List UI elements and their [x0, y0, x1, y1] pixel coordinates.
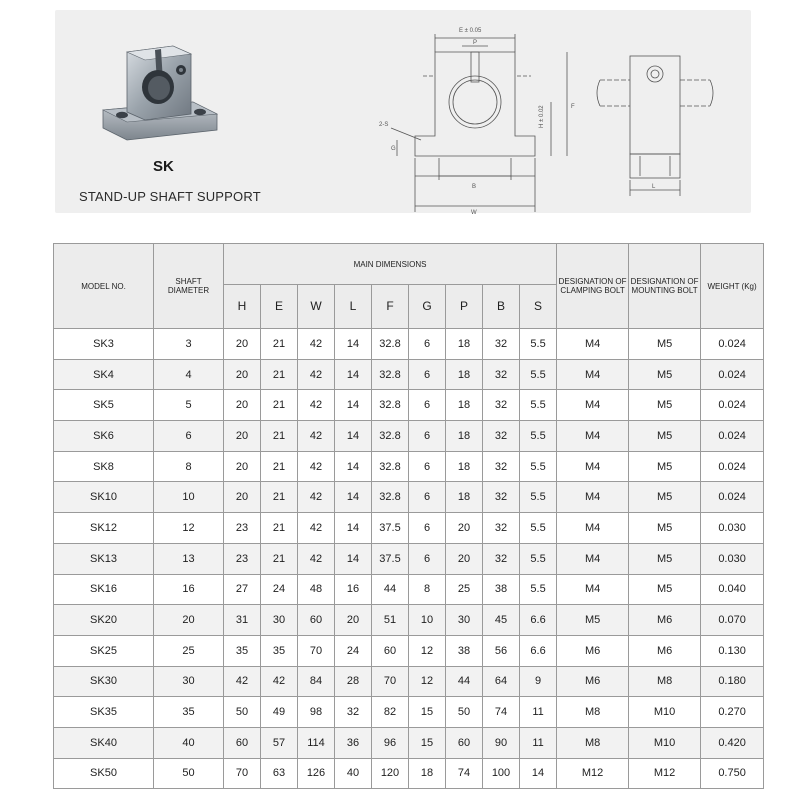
cell-dim-p: 18: [446, 390, 483, 421]
cell-weight: 0.024: [701, 421, 764, 452]
cell-model: SK6: [54, 421, 154, 452]
cell-shaft-diameter: 3: [154, 329, 224, 360]
cell-dim-s: 5.5: [520, 482, 557, 513]
cell-clamping-bolt: M4: [557, 543, 629, 574]
cell-clamping-bolt: M6: [557, 635, 629, 666]
cell-dim-w: 114: [298, 727, 335, 758]
table-body: [54, 329, 764, 789]
cell-model: SK12: [54, 513, 154, 544]
cell-dim-h: 27: [224, 574, 261, 605]
cell-clamping-bolt: M6: [557, 666, 629, 697]
cell-dim-l: 24: [335, 635, 372, 666]
dim-label-w: W: [471, 210, 477, 216]
header-weight: WEIGHT (Kg): [701, 244, 764, 329]
cell-dim-l: 14: [335, 543, 372, 574]
cell-dim-l: 20: [335, 605, 372, 636]
cell-dim-s: 9: [520, 666, 557, 697]
table-row: [54, 421, 764, 452]
cell-dim-e: 21: [261, 329, 298, 360]
cell-shaft-diameter: 35: [154, 697, 224, 728]
cell-model: SK4: [54, 359, 154, 390]
cell-dim-p: 25: [446, 574, 483, 605]
header-clamping-bolt: DESIGNATION OF CLAMPING BOLT: [557, 244, 629, 329]
cell-weight: 0.750: [701, 758, 764, 789]
dim-label-f: F: [571, 104, 575, 110]
cell-dim-b: 74: [483, 697, 520, 728]
cell-model: SK35: [54, 697, 154, 728]
cell-dim-l: 28: [335, 666, 372, 697]
cell-dim-b: 32: [483, 543, 520, 574]
cell-dim-s: 6.6: [520, 605, 557, 636]
cell-dim-g: 8: [409, 574, 446, 605]
cell-weight: 0.270: [701, 697, 764, 728]
cell-dim-h: 20: [224, 329, 261, 360]
cell-mounting-bolt: M5: [629, 359, 701, 390]
cell-model: SK13: [54, 543, 154, 574]
cell-dim-b: 38: [483, 574, 520, 605]
header-dim-w: W: [298, 285, 335, 329]
cell-mounting-bolt: M5: [629, 390, 701, 421]
cell-dim-g: 6: [409, 482, 446, 513]
cell-dim-s: 11: [520, 697, 557, 728]
cell-dim-p: 50: [446, 697, 483, 728]
table-row: [54, 451, 764, 482]
cell-dim-h: 31: [224, 605, 261, 636]
cell-dim-g: 15: [409, 727, 446, 758]
cell-model: SK40: [54, 727, 154, 758]
cell-dim-g: 6: [409, 513, 446, 544]
cell-dim-f: 32.8: [372, 359, 409, 390]
cell-dim-h: 60: [224, 727, 261, 758]
cell-dim-b: 32: [483, 329, 520, 360]
cell-weight: 0.070: [701, 605, 764, 636]
cell-dim-p: 74: [446, 758, 483, 789]
cell-dim-s: 11: [520, 727, 557, 758]
cell-clamping-bolt: M4: [557, 329, 629, 360]
cell-dim-w: 60: [298, 605, 335, 636]
cell-dim-h: 20: [224, 390, 261, 421]
cell-dim-e: 42: [261, 666, 298, 697]
cell-clamping-bolt: M4: [557, 421, 629, 452]
cell-dim-l: 14: [335, 329, 372, 360]
cell-dim-l: 14: [335, 359, 372, 390]
cell-clamping-bolt: M8: [557, 697, 629, 728]
cell-dim-p: 20: [446, 513, 483, 544]
cell-mounting-bolt: M10: [629, 727, 701, 758]
cell-dim-b: 32: [483, 451, 520, 482]
cell-dim-w: 42: [298, 359, 335, 390]
header-dim-b: B: [483, 285, 520, 329]
cell-dim-w: 42: [298, 513, 335, 544]
cell-dim-f: 32.8: [372, 482, 409, 513]
cell-dim-f: 120: [372, 758, 409, 789]
cell-clamping-bolt: M4: [557, 359, 629, 390]
cell-dim-f: 51: [372, 605, 409, 636]
cell-dim-h: 23: [224, 543, 261, 574]
cell-dim-l: 14: [335, 390, 372, 421]
cell-weight: 0.040: [701, 574, 764, 605]
table-row: [54, 666, 764, 697]
cell-dim-e: 21: [261, 421, 298, 452]
cell-mounting-bolt: M5: [629, 451, 701, 482]
cell-dim-p: 18: [446, 451, 483, 482]
cell-dim-g: 10: [409, 605, 446, 636]
cell-dim-h: 20: [224, 482, 261, 513]
cell-dim-g: 6: [409, 329, 446, 360]
cell-dim-e: 21: [261, 359, 298, 390]
cell-shaft-diameter: 25: [154, 635, 224, 666]
cell-weight: 0.030: [701, 543, 764, 574]
table-row: [54, 390, 764, 421]
table-row: [54, 574, 764, 605]
header-dim-h: H: [224, 285, 261, 329]
cell-dim-s: 5.5: [520, 390, 557, 421]
cell-model: SK25: [54, 635, 154, 666]
cell-dim-b: 32: [483, 390, 520, 421]
cell-dim-h: 50: [224, 697, 261, 728]
cell-dim-e: 21: [261, 543, 298, 574]
cell-dim-e: 57: [261, 727, 298, 758]
cell-dim-w: 42: [298, 482, 335, 513]
cell-dim-f: 82: [372, 697, 409, 728]
cell-weight: 0.024: [701, 329, 764, 360]
cell-dim-e: 35: [261, 635, 298, 666]
cell-clamping-bolt: M8: [557, 727, 629, 758]
cell-dim-b: 32: [483, 513, 520, 544]
cell-model: SK16: [54, 574, 154, 605]
cell-dim-s: 5.5: [520, 574, 557, 605]
cell-dim-h: 70: [224, 758, 261, 789]
cell-dim-s: 5.5: [520, 451, 557, 482]
header-dim-f: F: [372, 285, 409, 329]
cell-mounting-bolt: M5: [629, 513, 701, 544]
cell-model: SK30: [54, 666, 154, 697]
cell-weight: 0.024: [701, 359, 764, 390]
cell-dim-b: 45: [483, 605, 520, 636]
cell-dim-h: 20: [224, 359, 261, 390]
cell-dim-f: 32.8: [372, 421, 409, 452]
cell-model: SK10: [54, 482, 154, 513]
cell-dim-s: 5.5: [520, 421, 557, 452]
dim-label-g: G: [391, 146, 396, 152]
cell-clamping-bolt: M4: [557, 451, 629, 482]
dim-label-p: P: [473, 40, 478, 46]
cell-dim-p: 44: [446, 666, 483, 697]
cell-weight: 0.030: [701, 513, 764, 544]
cell-clamping-bolt: M4: [557, 482, 629, 513]
cell-dim-b: 64: [483, 666, 520, 697]
cell-dim-s: 5.5: [520, 329, 557, 360]
cell-shaft-diameter: 5: [154, 390, 224, 421]
cell-dim-g: 6: [409, 421, 446, 452]
cell-dim-e: 21: [261, 451, 298, 482]
cell-dim-g: 6: [409, 543, 446, 574]
cell-dim-g: 6: [409, 359, 446, 390]
header-dim-l: L: [335, 285, 372, 329]
header-dim-p: P: [446, 285, 483, 329]
cell-dim-s: 6.6: [520, 635, 557, 666]
cell-dim-e: 21: [261, 482, 298, 513]
cell-dim-g: 6: [409, 451, 446, 482]
cell-dim-f: 32.8: [372, 390, 409, 421]
cell-dim-b: 32: [483, 359, 520, 390]
cell-shaft-diameter: 13: [154, 543, 224, 574]
dim-label-b: B: [472, 184, 477, 190]
cell-mounting-bolt: M12: [629, 758, 701, 789]
cell-dim-p: 18: [446, 482, 483, 513]
front-view-drawing: [335, 16, 575, 216]
cell-shaft-diameter: 20: [154, 605, 224, 636]
cell-dim-s: 5.5: [520, 543, 557, 574]
cell-shaft-diameter: 4: [154, 359, 224, 390]
cell-dim-p: 18: [446, 359, 483, 390]
cell-dim-l: 14: [335, 421, 372, 452]
cell-dim-l: 14: [335, 482, 372, 513]
cell-shaft-diameter: 30: [154, 666, 224, 697]
cell-mounting-bolt: M6: [629, 605, 701, 636]
header-main-dimensions: MAIN DIMENSIONS: [224, 244, 557, 285]
cell-model: SK3: [54, 329, 154, 360]
cell-dim-e: 24: [261, 574, 298, 605]
cell-dim-p: 38: [446, 635, 483, 666]
table-row: [54, 543, 764, 574]
cell-dim-l: 14: [335, 513, 372, 544]
cell-dim-l: 16: [335, 574, 372, 605]
cell-clamping-bolt: M4: [557, 390, 629, 421]
cell-dim-w: 42: [298, 390, 335, 421]
header-dim-e: E: [261, 285, 298, 329]
dim-label-s: 2-S: [379, 122, 389, 128]
table-row: [54, 329, 764, 360]
cell-dim-l: 40: [335, 758, 372, 789]
cell-dim-s: 5.5: [520, 513, 557, 544]
cell-shaft-diameter: 16: [154, 574, 224, 605]
cell-dim-w: 48: [298, 574, 335, 605]
cell-shaft-diameter: 10: [154, 482, 224, 513]
dim-label-e: E ± 0.05: [459, 28, 482, 34]
shaft-support-photo: [95, 32, 225, 142]
cell-dim-g: 12: [409, 666, 446, 697]
cell-dim-f: 32.8: [372, 329, 409, 360]
cell-clamping-bolt: M5: [557, 605, 629, 636]
illustration-panel: [55, 10, 751, 216]
cell-dim-b: 100: [483, 758, 520, 789]
cell-dim-h: 20: [224, 421, 261, 452]
dim-label-l: L: [652, 184, 656, 190]
header-shaft-diameter: SHAFT DIAMETER: [154, 244, 224, 329]
cell-dim-p: 20: [446, 543, 483, 574]
cell-dim-b: 32: [483, 421, 520, 452]
cell-dim-l: 36: [335, 727, 372, 758]
cell-dim-f: 37.5: [372, 513, 409, 544]
cell-mounting-bolt: M5: [629, 574, 701, 605]
cell-weight: 0.130: [701, 635, 764, 666]
header-model: MODEL NO.: [54, 244, 154, 329]
cell-dim-e: 21: [261, 513, 298, 544]
cell-dim-s: 5.5: [520, 359, 557, 390]
cell-clamping-bolt: M4: [557, 513, 629, 544]
side-view-drawing: [590, 40, 720, 205]
cell-dim-e: 21: [261, 390, 298, 421]
cell-mounting-bolt: M8: [629, 666, 701, 697]
cell-weight: 0.024: [701, 482, 764, 513]
cell-dim-g: 18: [409, 758, 446, 789]
cell-dim-g: 15: [409, 697, 446, 728]
cell-dim-w: 126: [298, 758, 335, 789]
cell-dim-b: 90: [483, 727, 520, 758]
cell-dim-w: 42: [298, 543, 335, 574]
table-row: [54, 605, 764, 636]
cell-weight: 0.420: [701, 727, 764, 758]
cell-mounting-bolt: M5: [629, 329, 701, 360]
table-row: [54, 697, 764, 728]
cell-weight: 0.024: [701, 390, 764, 421]
cell-shaft-diameter: 6: [154, 421, 224, 452]
cell-dim-h: 35: [224, 635, 261, 666]
cell-dim-l: 14: [335, 451, 372, 482]
cell-dim-b: 56: [483, 635, 520, 666]
header-dim-g: G: [409, 285, 446, 329]
cell-dim-f: 96: [372, 727, 409, 758]
header-mounting-bolt: DESIGNATION OF MOUNTING BOLT: [629, 244, 701, 329]
cell-shaft-diameter: 40: [154, 727, 224, 758]
cell-mounting-bolt: M5: [629, 482, 701, 513]
cell-dim-p: 18: [446, 421, 483, 452]
cell-dim-h: 42: [224, 666, 261, 697]
cell-mounting-bolt: M5: [629, 421, 701, 452]
cell-shaft-diameter: 12: [154, 513, 224, 544]
cell-dim-g: 6: [409, 390, 446, 421]
cell-dim-f: 32.8: [372, 451, 409, 482]
cell-dim-w: 70: [298, 635, 335, 666]
cell-mounting-bolt: M6: [629, 635, 701, 666]
cell-model: SK20: [54, 605, 154, 636]
cell-dim-h: 23: [224, 513, 261, 544]
cell-dim-g: 12: [409, 635, 446, 666]
table-row: [54, 513, 764, 544]
cell-dim-w: 84: [298, 666, 335, 697]
table-row: [54, 482, 764, 513]
cell-dim-b: 32: [483, 482, 520, 513]
cell-mounting-bolt: M5: [629, 543, 701, 574]
table-row: [54, 359, 764, 390]
cell-dim-f: 70: [372, 666, 409, 697]
table-row: [54, 727, 764, 758]
cell-mounting-bolt: M10: [629, 697, 701, 728]
cell-dim-f: 60: [372, 635, 409, 666]
cell-dim-p: 18: [446, 329, 483, 360]
table-row: [54, 758, 764, 789]
cell-dim-e: 30: [261, 605, 298, 636]
cell-dim-w: 98: [298, 697, 335, 728]
dimensions-table: [53, 243, 764, 789]
model-code-label: SK: [153, 158, 174, 175]
cell-model: SK50: [54, 758, 154, 789]
cell-clamping-bolt: M4: [557, 574, 629, 605]
cell-dim-h: 20: [224, 451, 261, 482]
cell-dim-f: 37.5: [372, 543, 409, 574]
illustration-caption: STAND-UP SHAFT SUPPORT: [79, 189, 261, 204]
cell-model: SK5: [54, 390, 154, 421]
cell-model: SK8: [54, 451, 154, 482]
dim-label-h: H ± 0.02: [539, 105, 545, 128]
table-row: [54, 635, 764, 666]
cell-dim-l: 32: [335, 697, 372, 728]
cell-dim-w: 42: [298, 451, 335, 482]
cell-dim-e: 49: [261, 697, 298, 728]
cell-clamping-bolt: M12: [557, 758, 629, 789]
cell-shaft-diameter: 8: [154, 451, 224, 482]
cell-dim-w: 42: [298, 421, 335, 452]
cell-dim-f: 44: [372, 574, 409, 605]
cell-dim-s: 14: [520, 758, 557, 789]
cell-weight: 0.180: [701, 666, 764, 697]
cell-weight: 0.024: [701, 451, 764, 482]
cell-dim-p: 60: [446, 727, 483, 758]
cell-dim-e: 63: [261, 758, 298, 789]
header-dim-s: S: [520, 285, 557, 329]
cell-dim-p: 30: [446, 605, 483, 636]
cell-shaft-diameter: 50: [154, 758, 224, 789]
cell-dim-w: 42: [298, 329, 335, 360]
